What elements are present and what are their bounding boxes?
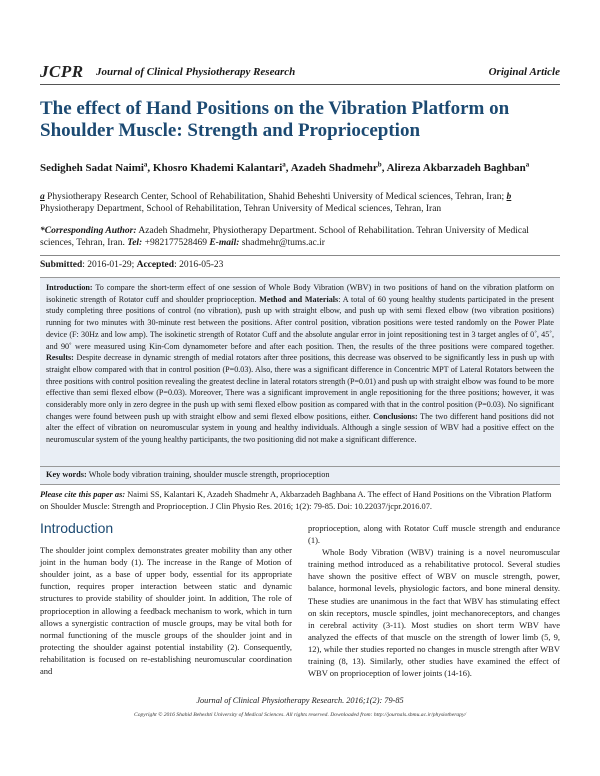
paragraph: proprioception, along with Rotator Cuff muscle strength and endurance (1).	[308, 523, 560, 546]
keywords: Key words: Whole body vibration training, shoulder muscle strength, proprioception	[40, 467, 560, 485]
journal-logo: JCPR	[40, 62, 84, 81]
author: Sedigheh Sadat Naimi$^a$,	[40, 160, 153, 174]
paragraph: The shoulder joint complex demonstrates greater mobility than any other joint in the human body (1). The increase in the Range of Motion of shoulder joint, as a base of upper body, essential for its appropriate function, requires proper interaction between static and dynamic structures to provide stability of shoulder joint. In addition, The role of proprioception in allowing a feedback mechanism to work, which in turn allows a synergistic contraction of muscle groups, may be vital both for normal functioning of the muscle groups of the shoulder joint and in protecting the shoulder against potential instability (2). Consequently, rehabilitation is focused on re-establishing neuromuscular coordination and	[40, 545, 292, 677]
divider	[40, 255, 560, 256]
corresponding-author: *Corresponding Author: Azadeh Shadmehr, Physiotherapy Department. School of Rehabilitation. Tehran University of Medical sciences, Tehran, Iran. Tel: +982177528469 E-mail: shadmehr@tums.ac.ir	[40, 226, 529, 248]
paragraph: Whole Body Vibration (WBV) training is a novel neuromuscular training method introduced as a rehabilitative protocol. Several studies have shown the positive effect of WBV on muscle strength, power, balance, hormonal levels, physiologic factors, and bone mineral density. These studies are unanimous in the fact that WBV has stimulating effect on skin receptors, muscle spindles, joint mechanoreceptors, and changes in cerebral activity (3-11). Most studies on short term WBV have analyzed the effects of that muscle on the strength of lower limb (5, 9, 12), while ther studies reported no changes in muscle strength after WBV training (8, 13). Similarly, other studies have examined the effect of WBV on proprioception of lower joints (14-16).	[308, 547, 560, 679]
body-column-right	[308, 522, 560, 679]
email-link[interactable]: shadmehr@tums.ac.ir	[239, 238, 325, 248]
section-heading-introduction: Introduction	[40, 520, 114, 536]
article-type: Original Article	[488, 66, 560, 78]
body-column-left	[40, 522, 292, 677]
article-title: The effect of Hand Positions on the Vibration Platform on Shoulder Muscle: Strength and Proprioception	[40, 98, 510, 141]
author: Khosro Khademi Kalantari$^a$,	[152, 160, 291, 174]
citation: Please cite this paper as: Naimi SS, Kalantari K, Azadeh Shadmehr A, Akbarzadeh Baghbana A. The effect of Hand Positions on the Vibration Platform on Shoulder Muscle: Strength and Proprioception. J Clin Physio Res. 2016; 1(2): 79-85. Doi: 10.22037/jcpr.2016.07.	[40, 490, 552, 511]
abstract-box: Introduction: To compare the short-term effect of one session of Whole Body Vibration (WBV) in two positions of hand on the vibration platform on isokinetic strength of Rotator cuff and shoulder proprioception. Method and Materials: A total of 60 young healthy students participated in the present study completing three positions of control (no vibration), push up with straight elbow, and push up with semi flexed elbow (two vibration positions) running for two minutes with 30-minute rest between the positions. After control position, vibration positions were tested randomly on the Power Plate device (F: 30Hz and low amp). The isokinetic strength of Rotator Cuff and the absolute angular error in joint repositioning test in 3 target angles of 0˚, 45˚, and 90˚ were measured using Kin-Com dynamometer before and after each position. Then, the results of the three positions were compared together. Results: Despite decrease in dynamic strength of medial rotators after three positions, this decrease was observed to be significantly less in push up with straight elbow compared with that in control position (P=0.03). Also, there was a significant difference in Concentric MPT of Lateral Rotators between the three positions with control position revealing the greatest decline in lateral rotators strength (P=0.01) and push up with straight elbow was found to be more effective than semi flexed elbow (P=0.03). Moreover, There was a significant improvement in angle repositioning for the three positions; however, it was considerably more only in zero degree in the push up with semi flexed elbow position as compared with that in the control position (P=0.03). No significant changes were found between push up with straight elbow and semi flexed elbow positions, either. Conclusions: The two different hand positions did not alter the effect of vibration on neuromuscular system in young and healthy individuals. Although a single session of WBV had a positive effect on the neuromuscular system of the young healthy participants, the two positioning did not make a significant difference.	[40, 277, 560, 467]
affiliations: a Physiotherapy Research Center, School of Rehabilitation, Shahid Beheshti University of Medical sciences, Tehran, Iran; b Physiotherapy Department, School of Rehabilitation, Tehran University of Medical sciences, Tehran, Iran	[40, 192, 512, 214]
author: Alireza Akbarzadeh Baghban$^a$	[386, 160, 530, 174]
footer-copyright: Copyright © 2016 Shahid Beheshti University of Medical Sciences. All rights reserved. Downloaded from: http://journals.sbmu.ac.ir/physiotherapy/	[133, 712, 466, 718]
footer-journal-line: Journal of Clinical Physiotherapy Research. 2016;1(2): 79-85	[196, 696, 404, 705]
journal-name: Journal of Clinical Physiotherapy Research	[96, 66, 296, 78]
submission-dates: Submitted: 2016-01-29; Accepted: 2016-05-23	[40, 260, 224, 270]
author-list	[40, 160, 560, 174]
journal-header	[40, 62, 560, 85]
author: Azadeh Shadmehr$^b$,	[290, 160, 387, 174]
